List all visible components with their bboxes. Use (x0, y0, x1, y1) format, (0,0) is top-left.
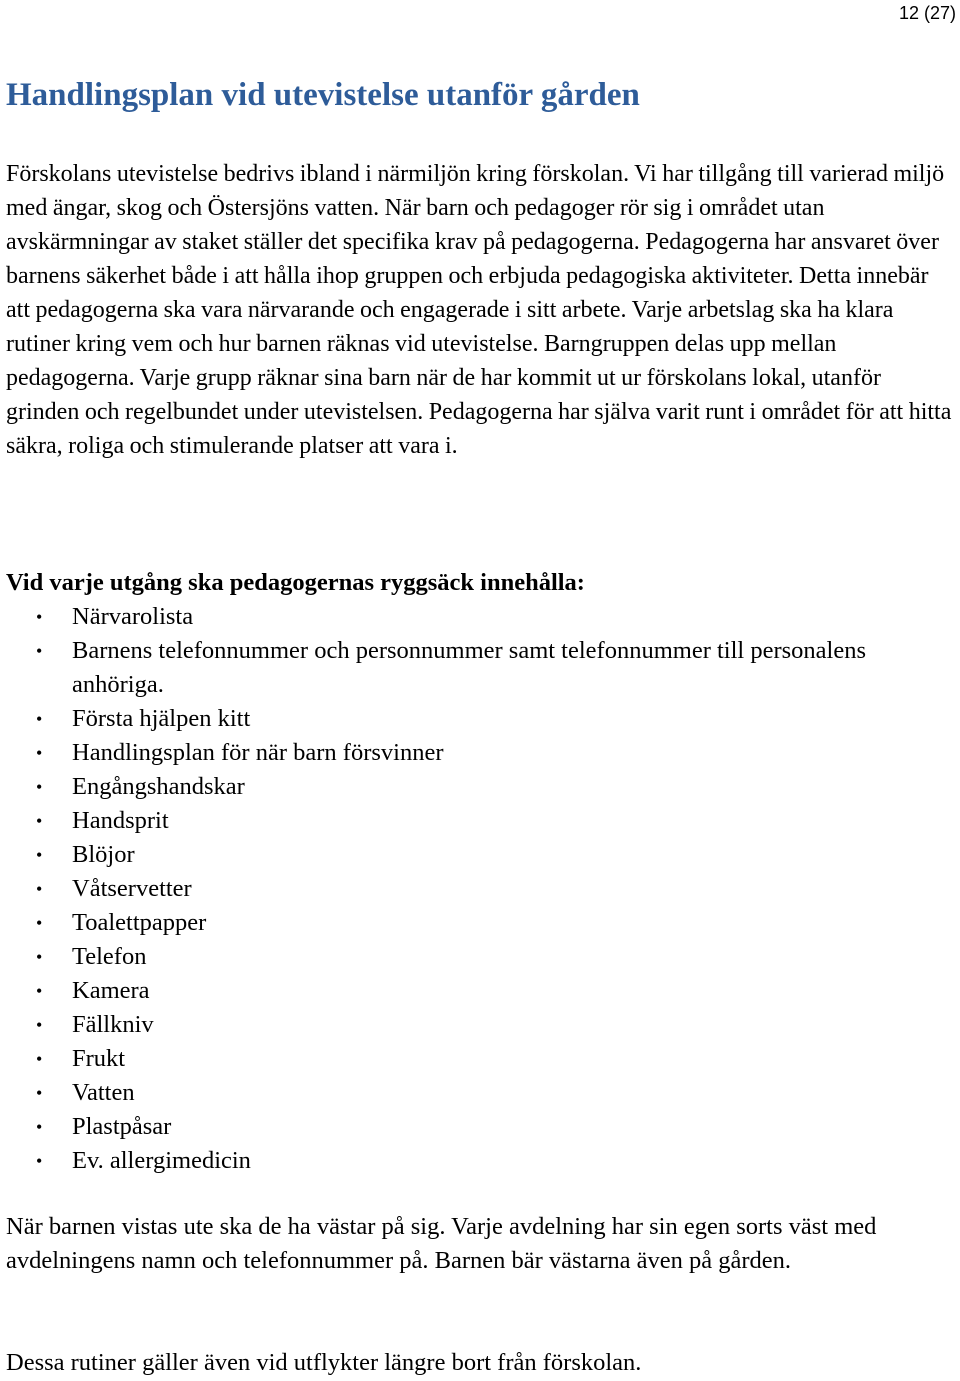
list-item (0, 600, 940, 634)
list-item-label: Ev. allergimedicin (72, 1147, 251, 1174)
list-item (0, 940, 940, 974)
bullet-icon: • (36, 811, 43, 831)
page-title: Handlingsplan vid utevistelse utanför gården (6, 77, 640, 113)
bullet-icon: • (36, 1151, 43, 1171)
list-item-label: Engångshandskar (72, 773, 245, 800)
bullet-icon: • (36, 1083, 43, 1103)
bullet-icon: • (36, 981, 43, 1001)
list-item (0, 974, 940, 1008)
list-item (0, 1076, 940, 1110)
list-item-label: Plastpåsar (72, 1113, 172, 1140)
list-item (0, 1110, 940, 1144)
list-item-label: Blöjor (72, 841, 135, 868)
list-item-label: Fällkniv (72, 1011, 154, 1038)
bullet-icon: • (36, 777, 43, 797)
list-item-label: Frukt (72, 1045, 126, 1072)
list-item (0, 1042, 940, 1076)
bullet-icon: • (36, 1049, 43, 1069)
bullet-icon: • (36, 845, 43, 865)
list-item (0, 804, 940, 838)
final-paragraph: Dessa rutiner gäller även vid utflykter längre bort från förskolan. (6, 1349, 642, 1376)
list-item (0, 838, 940, 872)
bullet-icon: • (36, 879, 43, 899)
list-item (0, 770, 940, 804)
bullet-icon: • (36, 743, 43, 763)
bullet-icon: • (36, 641, 43, 661)
list-heading: Vid varje utgång ska pedagogernas ryggsäck innehålla: (6, 569, 585, 596)
intro-paragraph: Förskolans utevistelse bedrivs ibland i närmiljön kring förskolan. Vi har tillgång till varierad miljö med ängar, skog och Östersjöns vatten. När barn och pedagoger rör sig i området utan avskärmningar av staket ställer det specifika krav på pedagogerna. Pedagogerna har ansvaret över barnens säkerhet både i att hålla ihop gruppen och erbjuda pedagogiska aktiviteter. Detta innebär att pedagogerna ska vara närvarande och engagerade i sitt arbete. Varje arbetslag ska ha klara rutiner kring vem och hur barnen räknas vid utevistelse. Barngruppen delas upp mellan pedagogerna. Varje grupp räknar sina barn när de har kommit ut ur förskolans lokal, utanför grinden och regelbundet under utevistelsen. Pedagogerna har själva varit runt i området för att hitta säkra, roliga och stimulerande platser att vara i. (6, 161, 952, 459)
list-item-label: Telefon (72, 943, 147, 970)
list-item (0, 1144, 940, 1178)
closing-paragraph: När barnen vistas ute ska de ha västar på sig. Varje avdelning har sin egen sorts väst med avdelningens namn och telefonnummer på. Barnen bär västarna även på gården. (6, 1213, 877, 1274)
list-item-label: Närvarolista (72, 603, 194, 630)
bullet-icon: • (36, 947, 43, 967)
list-item-label: Handlingsplan för när barn försvinner (72, 739, 444, 766)
list-item (0, 1008, 940, 1042)
list-item (0, 872, 940, 906)
list-item (0, 634, 940, 702)
list-item (0, 702, 940, 736)
list-item-label: Toalettpapper (72, 909, 207, 936)
list-item-label: Första hjälpen kitt (72, 705, 251, 732)
list-item (0, 906, 940, 940)
list-item-label: Handsprit (72, 807, 169, 834)
backpack-items-list (0, 600, 940, 1178)
bullet-icon: • (36, 913, 43, 933)
list-item-label: Vatten (72, 1079, 135, 1106)
list-item-label: Våtservetter (72, 875, 192, 902)
bullet-icon: • (36, 709, 43, 729)
list-item (0, 736, 940, 770)
bullet-icon: • (36, 1117, 43, 1137)
list-item-label: Barnens telefonnummer och personnummer samt telefonnummer till personalens anhöriga. (72, 637, 866, 698)
page-number: 12 (27) (898, 3, 956, 23)
bullet-icon: • (36, 607, 43, 627)
bullet-icon: • (36, 1015, 43, 1035)
list-item-label: Kamera (72, 977, 150, 1004)
